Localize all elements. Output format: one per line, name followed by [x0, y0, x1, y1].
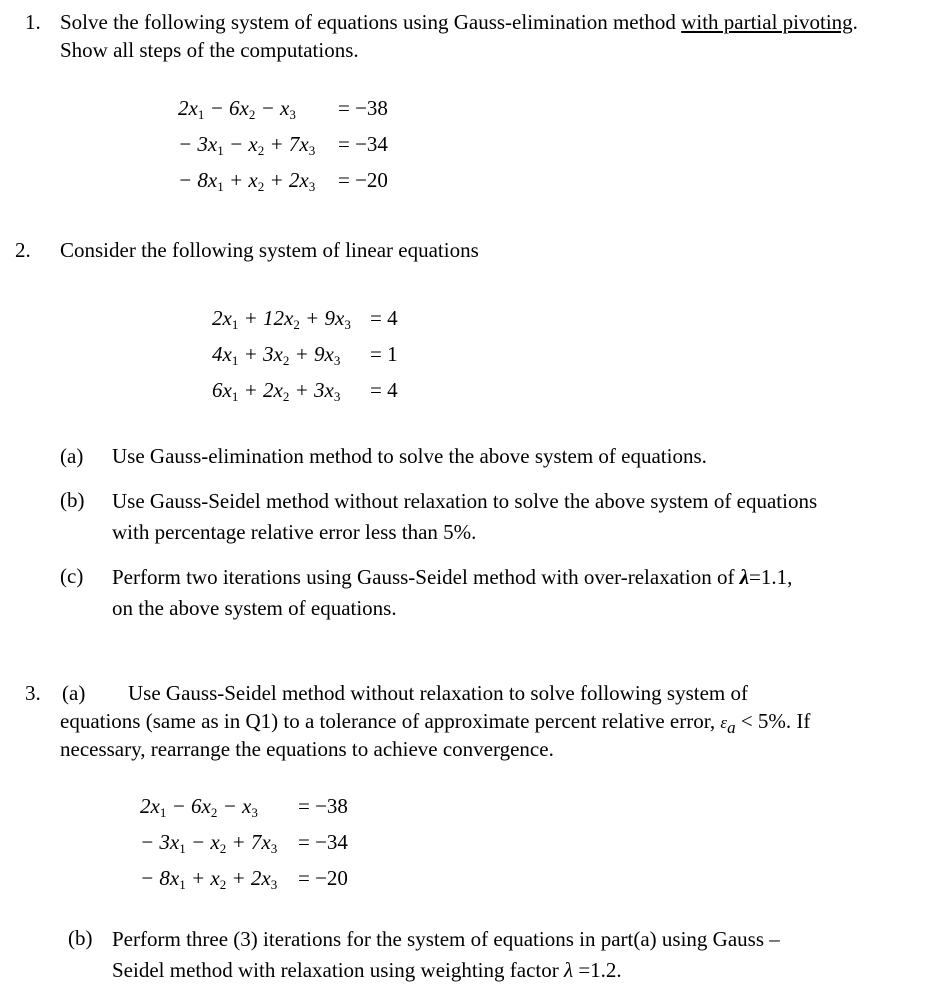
equation-row: $4x_1 + 3x_2 + 9x_3$ = 1	[212, 342, 398, 368]
equation-row: − $3x_1 - x_2 + 7x_3$ = −34	[178, 132, 388, 158]
part-text: Use Gauss-elimination method to solve the above system of equations.	[112, 444, 707, 468]
question-number: 1.	[25, 10, 41, 34]
lambda-symbol: λ	[739, 565, 750, 589]
lambda-symbol: λ	[563, 958, 574, 982]
equation-system-q1	[178, 90, 388, 198]
part-label: (a)	[60, 444, 84, 468]
part-label: (b)	[68, 926, 93, 950]
part-text: equations (same as in Q1) to a tolerance of approximate percent relative error, $\varepsilon_a < 5\%$. If	[60, 709, 811, 738]
equation-system-q2	[212, 300, 398, 408]
equation-row: − $3x_1 - x_2 + 7x_3$ = −34	[140, 830, 348, 856]
epsilon-symbol: ε	[720, 713, 728, 732]
equation-row: $6x_1 + 2x_2 + 3x_3$ = 4	[212, 378, 398, 404]
part-text: Use Gauss-Seidel method without relaxation to solve following system of	[128, 681, 748, 705]
equation-row: $2x_1 - 6x_2 - x_3$ = −38	[178, 96, 388, 122]
part-text: Perform two iterations using Gauss-Seidel method with over-relaxation of λ=1.1, on the above system of equations.	[112, 565, 793, 620]
question-text: Solve the following system of equations using Gauss-elimination method with partial pivoting. Show all steps of the computations.	[60, 10, 858, 62]
part-text: Perform three (3) iterations for the system of equations in part(a) using Gauss – Seidel method with relaxation using weighting factor λ =1.2.	[112, 927, 780, 982]
question-text: Consider the following system of linear equations	[60, 238, 479, 262]
part-text: necessary, rearrange the equations to achieve convergence.	[60, 737, 554, 761]
part-label: (c)	[60, 564, 84, 588]
underlined-phrase: with partial pivoting	[681, 10, 853, 34]
question-number: 2.	[15, 238, 31, 262]
equation-row: $2x_1 + 12x_2 + 9x_3$ = 4	[212, 306, 398, 332]
part-label: (a)	[62, 681, 86, 705]
equation-row: − $8x_1 + x_2 + 2x_3$ = −20	[140, 866, 348, 892]
question-number: 3.	[25, 681, 41, 705]
equation-system-q3	[140, 788, 348, 896]
equation-row: $2x_1 - 6x_2 - x_3$ = −38	[140, 794, 348, 820]
part-label: (b)	[60, 488, 85, 512]
equation-row: − $8x_1 + x_2 + 2x_3$ = −20	[178, 168, 388, 194]
part-text: Use Gauss-Seidel method without relaxation to solve the above system of equations with percentage relative error less than 5%.	[112, 489, 818, 544]
